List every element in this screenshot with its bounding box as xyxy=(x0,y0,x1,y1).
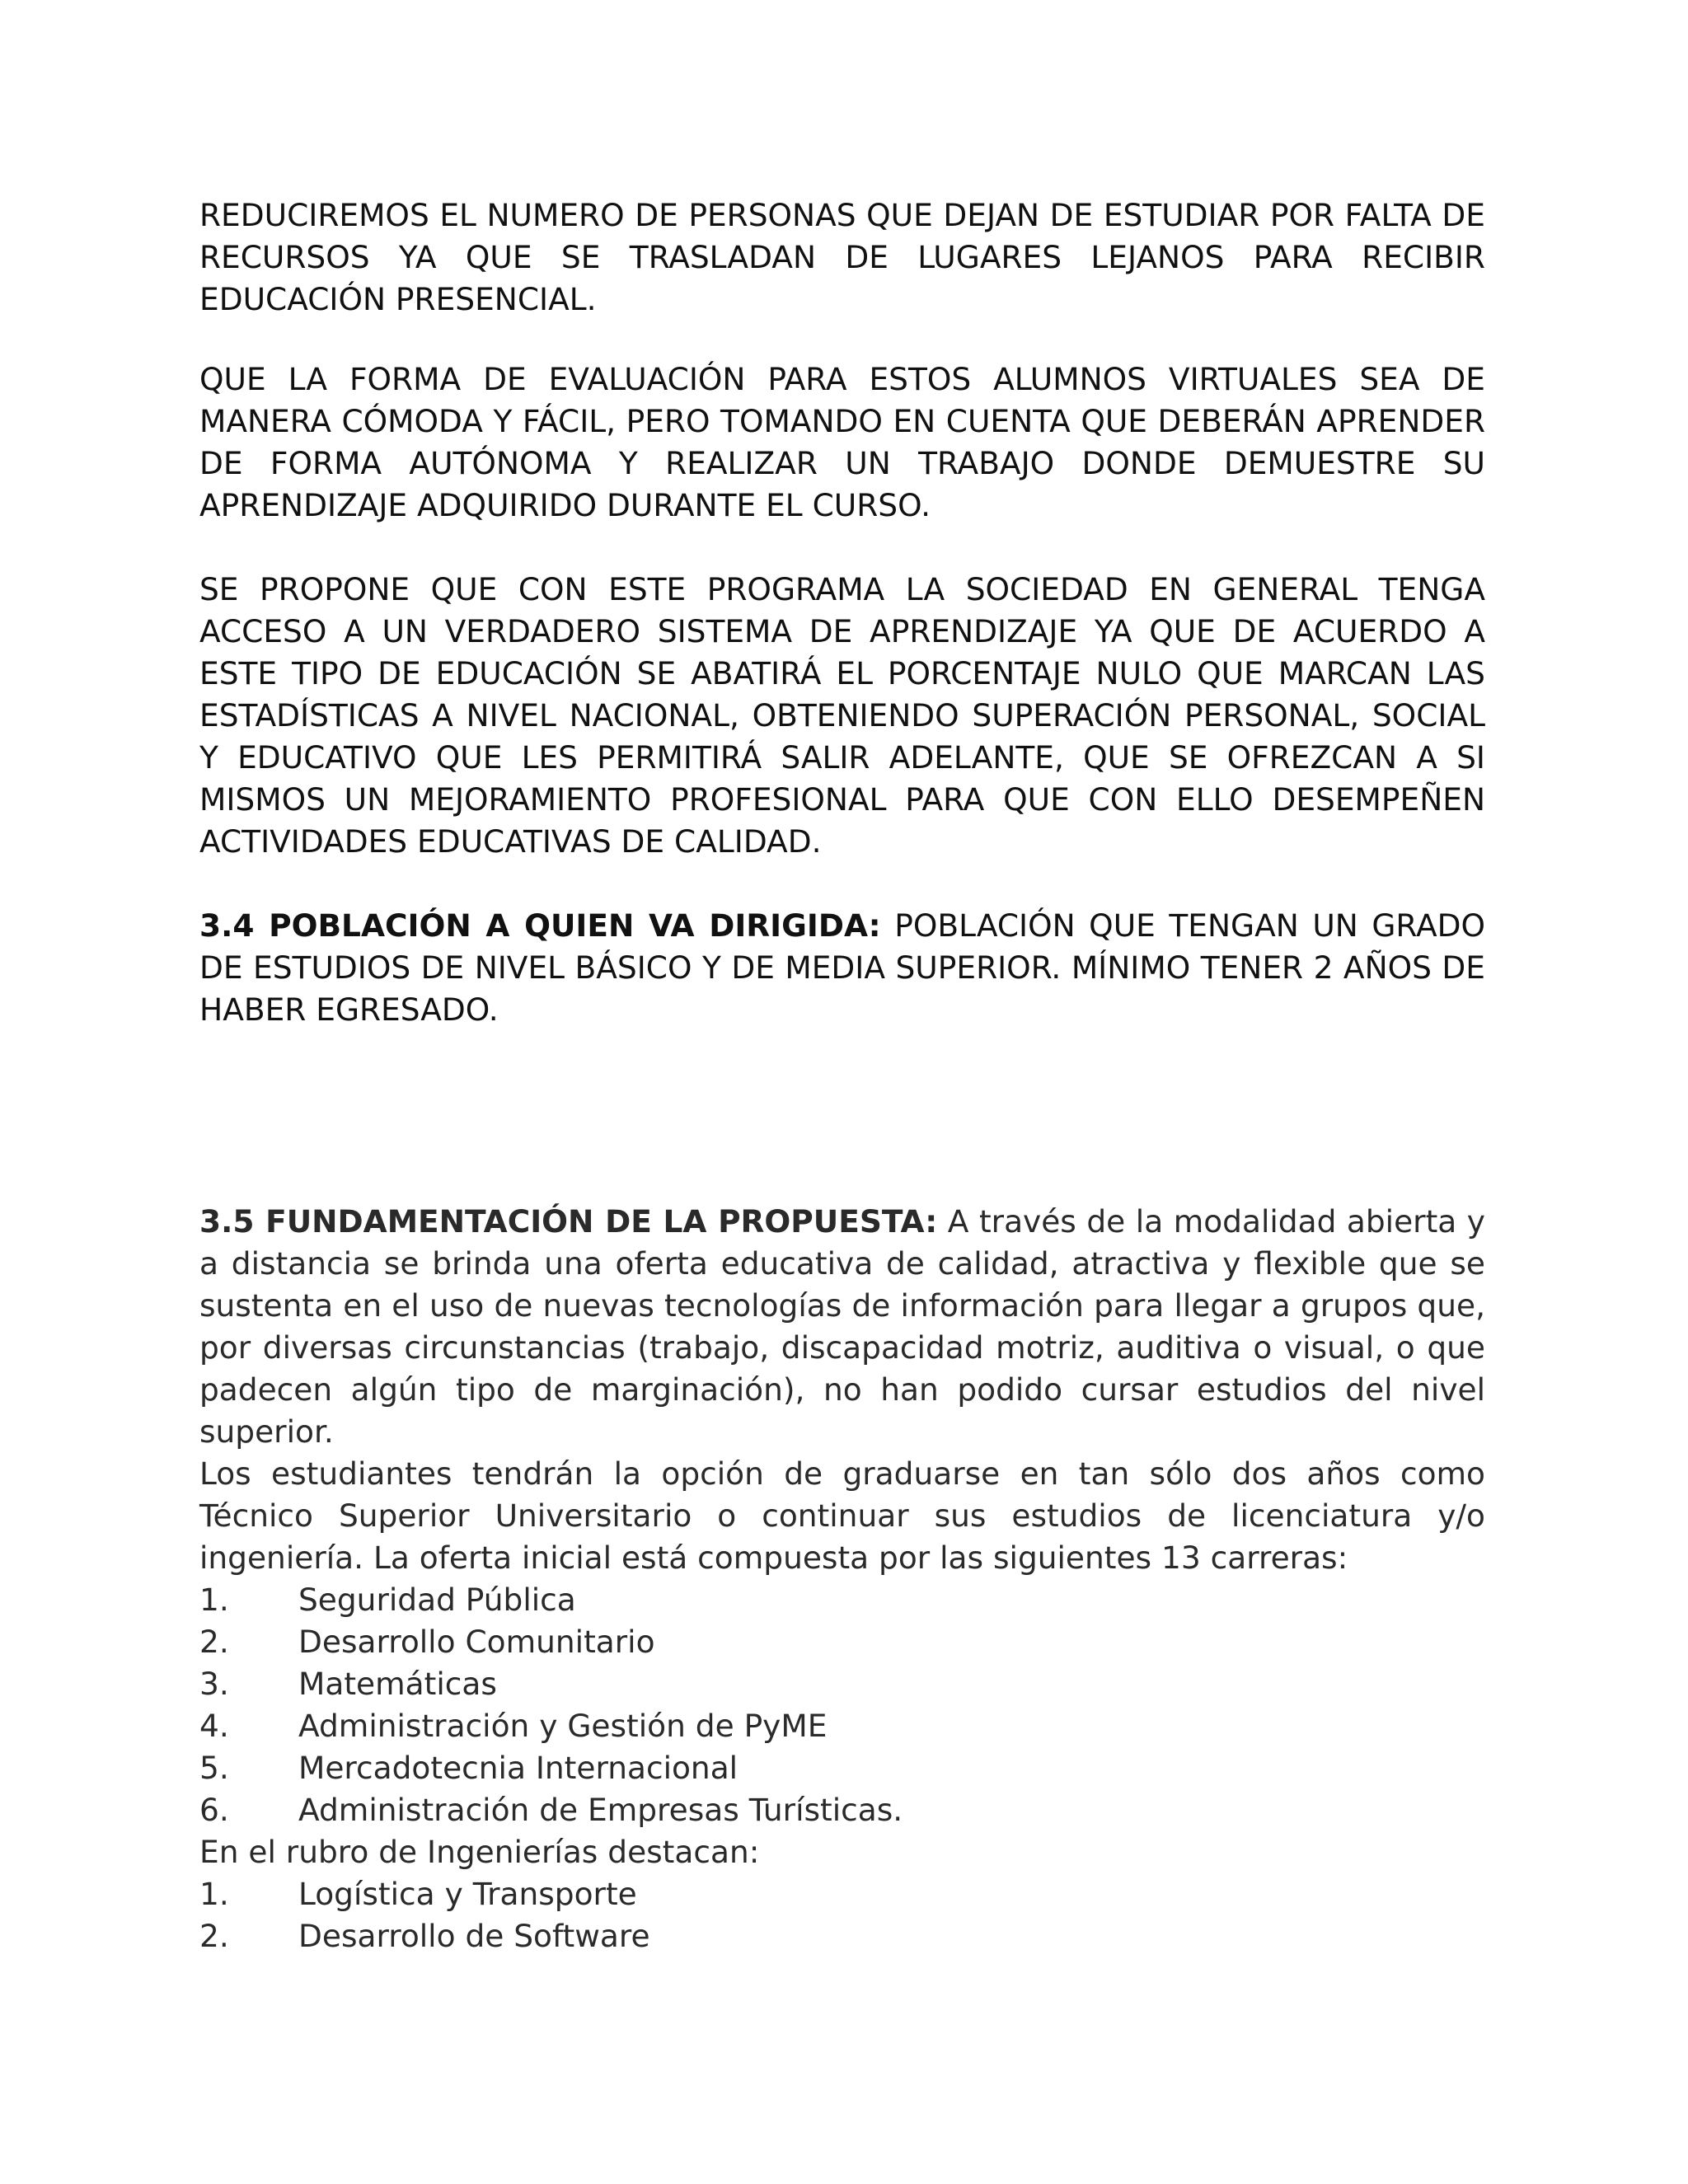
list-number: 2. xyxy=(199,1918,229,1954)
students-paragraph: Los estudiantes tendrán la opción de graduarse en tan sólo dos años como Técnico Superior Universitario o continuar sus estudios de licenciatura y/o ingeniería. La oferta inicial está compuesta por las siguientes 13 carreras: xyxy=(199,1455,1485,1576)
careers-list xyxy=(199,1579,1485,1831)
list-item xyxy=(199,1663,1485,1705)
section-3-4-body: POBLACIÓN QUE TENGAN UN GRADO DE ESTUDIOS DE NIVEL BÁSICO Y DE MEDIA SUPERIOR. MÍNIMO TENER 2 AÑOS DE HABER EGRESADO. xyxy=(199,907,1485,1028)
list-item xyxy=(199,1915,1485,1957)
engineering-list xyxy=(199,1873,1485,1957)
list-number: 5. xyxy=(199,1750,229,1786)
section-3-4-heading: 3.4 POBLACIÓN A QUIEN VA DIRIGIDA: xyxy=(199,907,881,944)
section-3-4 xyxy=(199,905,1485,1031)
paragraph-evaluation: QUE LA FORMA DE EVALUACIÓN PARA ESTOS ALUMNOS VIRTUALES SEA DE MANERA CÓMODA Y FÁCIL, PERO TOMANDO EN CUENTA QUE DEBERÁN APRENDER DE FORMA AUTÓNOMA Y REALIZAR UN TRABAJO DONDE DEMUESTRE SU APRENDIZAJE ADQUIRIDO DURANTE EL CURSO. xyxy=(199,361,1485,523)
list-number: 1. xyxy=(199,1876,229,1912)
list-label: Seguridad Pública xyxy=(298,1582,576,1618)
list-label: Logística y Transporte xyxy=(298,1876,637,1912)
list-label: Administración de Empresas Turísticas. xyxy=(298,1792,903,1828)
section-3-5-body: A través de la modalidad abierta y a distancia se brinda una oferta educativa de calidad, atractiva y flexible que se sustenta en el uso de nuevas tecnologías de información para llegar a grupos que, por diversas circunstancias (trabajo, discapacidad motriz, auditiva o visual, o que padecen algún tipo de marginación), no han podido cursar estudios del nivel superior. xyxy=(199,1203,1485,1450)
list-number: 2. xyxy=(199,1624,229,1660)
list-number: 4. xyxy=(199,1708,229,1744)
list-label: Matemáticas xyxy=(298,1666,497,1702)
list-number: 3. xyxy=(199,1666,229,1702)
section-3-5-intro xyxy=(199,1201,1485,1453)
list-item xyxy=(199,1873,1485,1915)
list-item xyxy=(199,1621,1485,1663)
list-number: 6. xyxy=(199,1792,229,1828)
list-number: 1. xyxy=(199,1582,229,1618)
list-label: Desarrollo Comunitario xyxy=(298,1624,655,1660)
list-label: Administración y Gestión de PyME xyxy=(298,1708,828,1744)
list-item xyxy=(199,1789,1485,1831)
list-item xyxy=(199,1579,1485,1621)
engineering-intro: En el rubro de Ingenierías destacan: xyxy=(199,1834,760,1870)
list-label: Desarrollo de Software xyxy=(298,1918,650,1954)
list-item xyxy=(199,1705,1485,1747)
list-label: Mercadotecnia Internacional xyxy=(298,1750,738,1786)
paragraph-proposal: SE PROPONE QUE CON ESTE PROGRAMA LA SOCIEDAD EN GENERAL TENGA ACCESO A UN VERDADERO SISTEMA DE APRENDIZAJE YA QUE DE ACUERDO A ESTE TIPO DE EDUCACIÓN SE ABATIRÁ EL PORCENTAJE NULO QUE MARCAN LAS ESTADÍSTICAS A NIVEL NACIONAL, OBTENIENDO SUPERACIÓN PERSONAL, SOCIAL Y EDUCATIVO QUE LES PERMITIRÁ SALIR ADELANTE, QUE SE OFREZCAN A SI MISMOS UN MEJORAMIENTO PROFESIONAL PARA QUE CON ELLO DESEMPEÑEN ACTIVIDADES EDUCATIVAS DE CALIDAD. xyxy=(199,571,1485,860)
section-3-5 xyxy=(199,1201,1485,1957)
section-3-5-heading: 3.5 FUNDAMENTACIÓN DE LA PROPUESTA: xyxy=(199,1203,938,1240)
paragraph-reduce-dropout: REDUCIREMOS EL NUMERO DE PERSONAS QUE DEJAN DE ESTUDIAR POR FALTA DE RECURSOS YA QUE SE TRASLADAN DE LUGARES LEJANOS PARA RECIBIR EDUCACIÓN PRESENCIAL. xyxy=(199,197,1485,317)
list-item xyxy=(199,1747,1485,1789)
